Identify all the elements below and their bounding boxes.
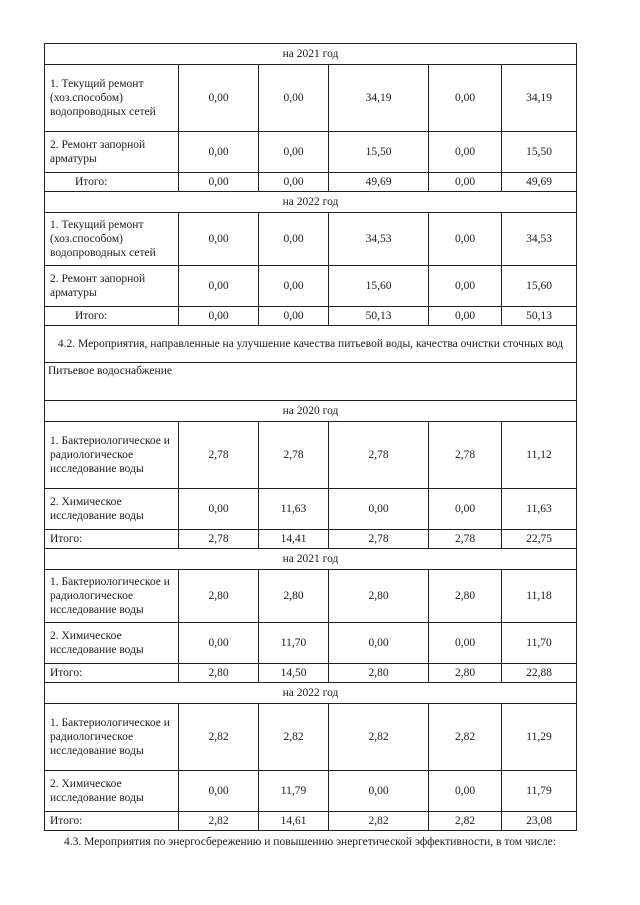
section-heading: 4.2. Мероприятия, направленные на улучшение качества питьевой воды, качества очистки сточных вод <box>45 326 577 363</box>
cell-value: 11,70 <box>259 623 329 664</box>
cell-value: 2,82 <box>329 704 429 771</box>
total-row <box>45 664 577 683</box>
total-value: 0,00 <box>429 307 502 326</box>
total-label: Итого: <box>45 664 179 683</box>
total-value: 0,00 <box>259 173 329 192</box>
total-value: 2,78 <box>429 530 502 549</box>
cell-value: 11,12 <box>502 422 577 489</box>
total-row <box>45 173 577 192</box>
table-row <box>45 570 577 623</box>
cell-value: 11,63 <box>502 489 577 530</box>
cell-value: 2,82 <box>429 704 502 771</box>
cell-value: 0,00 <box>179 266 259 307</box>
period-header: на 2021 год <box>45 549 577 570</box>
cell-value: 15,50 <box>502 132 577 173</box>
cell-value: 11,79 <box>502 771 577 812</box>
total-row <box>45 530 577 549</box>
table-row <box>45 704 577 771</box>
cell-value: 11,18 <box>502 570 577 623</box>
period-header: на 2021 год <box>45 44 577 65</box>
row-label: 1. Бактериологическое и радиологическое исследование воды <box>45 422 179 489</box>
total-value: 49,69 <box>502 173 577 192</box>
total-row <box>45 307 577 326</box>
cell-value: 0,00 <box>329 623 429 664</box>
total-value: 0,00 <box>429 173 502 192</box>
total-value: 0,00 <box>179 173 259 192</box>
cell-value: 0,00 <box>179 213 259 266</box>
document-page <box>44 43 576 850</box>
table-row <box>45 623 577 664</box>
cell-value: 0,00 <box>429 65 502 132</box>
table-row <box>45 213 577 266</box>
cell-value: 0,00 <box>429 132 502 173</box>
table-row <box>45 489 577 530</box>
cell-value: 0,00 <box>329 489 429 530</box>
row-label: 2. Ремонт запорной арматуры <box>45 132 179 173</box>
total-value: 14,41 <box>259 530 329 549</box>
row-label: 1. Текущий ремонт (хоз.способом) водопроводных сетей <box>45 213 179 266</box>
cell-value: 2,80 <box>329 570 429 623</box>
cell-value: 15,60 <box>329 266 429 307</box>
total-value: 14,61 <box>259 812 329 831</box>
total-value: 50,13 <box>502 307 577 326</box>
total-row <box>45 812 577 831</box>
row-label: 2. Химическое исследование воды <box>45 489 179 530</box>
cell-value: 2,78 <box>179 422 259 489</box>
row-label: 1. Текущий ремонт (хоз.способом) водопроводных сетей <box>45 65 179 132</box>
cell-value: 2,80 <box>259 570 329 623</box>
period-header: на 2020 год <box>45 401 577 422</box>
total-value: 22,75 <box>502 530 577 549</box>
row-label: 1. Бактериологическое и радиологическое исследование воды <box>45 570 179 623</box>
total-value: 2,82 <box>179 812 259 831</box>
cell-value: 0,00 <box>259 65 329 132</box>
row-label: 2. Химическое исследование воды <box>45 771 179 812</box>
cell-value: 0,00 <box>429 771 502 812</box>
cell-value: 0,00 <box>179 623 259 664</box>
total-value: 50,13 <box>329 307 429 326</box>
total-label: Итого: <box>45 307 179 326</box>
total-value: 2,80 <box>179 664 259 683</box>
total-value: 23,08 <box>502 812 577 831</box>
total-value: 22,88 <box>502 664 577 683</box>
cell-value: 0,00 <box>179 65 259 132</box>
cell-value: 34,19 <box>502 65 577 132</box>
cell-value: 11,70 <box>502 623 577 664</box>
table-row <box>45 132 577 173</box>
cell-value: 0,00 <box>259 266 329 307</box>
total-label: Итого: <box>45 173 179 192</box>
cell-value: 15,60 <box>502 266 577 307</box>
cell-value: 0,00 <box>179 771 259 812</box>
cell-value: 2,78 <box>259 422 329 489</box>
table-row <box>45 266 577 307</box>
row-label: 1. Бактериологическое и радиологическое исследование воды <box>45 704 179 771</box>
total-value: 49,69 <box>329 173 429 192</box>
cell-value: 0,00 <box>179 489 259 530</box>
cell-value: 2,80 <box>429 570 502 623</box>
total-value: 2,80 <box>329 664 429 683</box>
total-value: 2,78 <box>329 530 429 549</box>
cell-value: 0,00 <box>429 213 502 266</box>
cell-value: 34,53 <box>502 213 577 266</box>
period-header: на 2022 год <box>45 192 577 213</box>
cell-value: 2,82 <box>179 704 259 771</box>
cell-value: 2,78 <box>429 422 502 489</box>
total-value: 14,50 <box>259 664 329 683</box>
section-heading-43: 4.3. Мероприятия по энергосбережению и повышению энергетической эффективности, в том числе: <box>64 836 556 848</box>
total-value: 2,78 <box>179 530 259 549</box>
cell-value: 0,00 <box>179 132 259 173</box>
cell-value: 11,79 <box>259 771 329 812</box>
cell-value: 0,00 <box>259 213 329 266</box>
measures-table <box>44 43 577 831</box>
total-value: 0,00 <box>259 307 329 326</box>
table-row <box>45 65 577 132</box>
cell-value: 34,19 <box>329 65 429 132</box>
cell-value: 0,00 <box>429 623 502 664</box>
total-value: 2,80 <box>429 664 502 683</box>
total-value: 2,82 <box>429 812 502 831</box>
cell-value: 2,80 <box>179 570 259 623</box>
total-value: 0,00 <box>179 307 259 326</box>
total-label: Итого: <box>45 812 179 831</box>
subsection-label: Питьевое водоснабжение <box>45 363 577 401</box>
period-header: на 2022 год <box>45 683 577 704</box>
cell-value: 15,50 <box>329 132 429 173</box>
cell-value: 2,78 <box>329 422 429 489</box>
cell-value: 0,00 <box>429 266 502 307</box>
cell-value: 0,00 <box>429 489 502 530</box>
cell-value: 11,29 <box>502 704 577 771</box>
cell-value: 0,00 <box>259 132 329 173</box>
cell-value: 11,63 <box>259 489 329 530</box>
table-row <box>45 771 577 812</box>
total-label: Итого: <box>45 530 179 549</box>
cell-value: 34,53 <box>329 213 429 266</box>
row-label: 2. Ремонт запорной арматуры <box>45 266 179 307</box>
table-row <box>45 422 577 489</box>
cell-value: 0,00 <box>329 771 429 812</box>
row-label: 2. Химическое исследование воды <box>45 623 179 664</box>
total-value: 2,82 <box>329 812 429 831</box>
cell-value: 2,82 <box>259 704 329 771</box>
